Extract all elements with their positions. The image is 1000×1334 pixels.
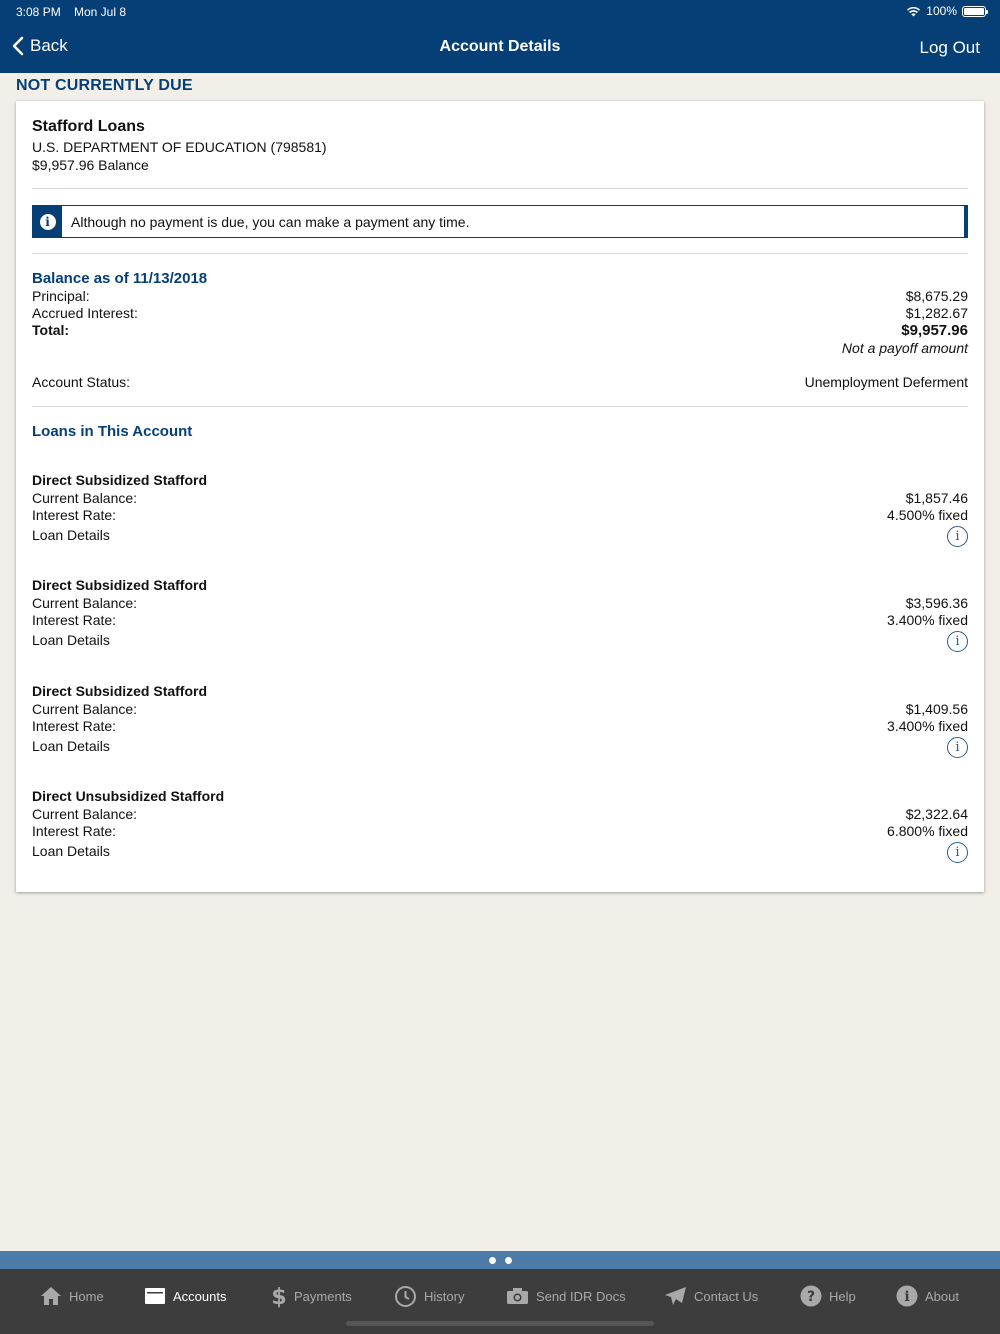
account-status-value: Unemployment Deferment xyxy=(804,374,968,390)
account-status-row xyxy=(32,374,968,390)
loan-name: Direct Subsidized Stafford xyxy=(32,577,208,593)
dollar-icon xyxy=(271,1284,287,1308)
interest-rate-value: 3.400% fixed xyxy=(887,612,968,628)
svg-text:$: $ xyxy=(271,1285,287,1308)
tab-label: Contact Us xyxy=(694,1288,759,1304)
status-time: 3:08 PM xyxy=(16,5,61,19)
account-status-label: Account Status: xyxy=(32,374,131,390)
logout-button[interactable]: Log Out xyxy=(919,38,980,57)
tab-label: Help xyxy=(829,1288,856,1304)
tab-send-idr-docs[interactable] xyxy=(506,1283,626,1309)
loan-item xyxy=(32,683,968,773)
current-balance-label: Current Balance: xyxy=(32,595,138,611)
loan-details-info-icon[interactable]: i xyxy=(947,631,968,652)
loan-item xyxy=(32,472,968,562)
info-icon: i xyxy=(40,214,56,230)
battery-percent: 100% xyxy=(926,4,957,18)
home-icon xyxy=(40,1286,62,1306)
loan-item xyxy=(32,577,968,667)
total-row xyxy=(32,322,968,339)
interest-rate-value: 6.800% fixed xyxy=(887,823,968,839)
current-balance-label: Current Balance: xyxy=(32,490,138,506)
loan-details-info-icon[interactable]: i xyxy=(947,842,968,863)
loan-name: Direct Subsidized Stafford xyxy=(32,472,208,488)
divider xyxy=(32,253,968,254)
loan-details-info-icon[interactable]: i xyxy=(947,737,968,758)
camera-icon xyxy=(506,1287,529,1305)
interest-label: Accrued Interest: xyxy=(32,305,138,321)
page-indicator[interactable] xyxy=(0,1251,1000,1269)
current-balance-value: $3,596.36 xyxy=(905,595,968,611)
current-balance-label: Current Balance: xyxy=(32,701,138,717)
loan-details-label: Loan Details xyxy=(32,527,110,543)
page-dot[interactable] xyxy=(505,1257,512,1264)
question-icon xyxy=(800,1285,822,1307)
tab-contact-us[interactable] xyxy=(664,1283,758,1309)
page-dot[interactable] xyxy=(489,1257,496,1264)
tab-payments[interactable] xyxy=(271,1283,352,1309)
loans-heading: Loans in This Account xyxy=(32,423,193,440)
tab-history[interactable] xyxy=(394,1283,464,1309)
servicer-name: U.S. DEPARTMENT OF EDUCATION (798581) xyxy=(32,139,327,155)
tab-help[interactable] xyxy=(800,1283,856,1309)
history-icon xyxy=(394,1285,417,1308)
loan-details-label: Loan Details xyxy=(32,738,110,754)
divider xyxy=(32,188,968,189)
battery-icon xyxy=(962,6,986,17)
home-indicator[interactable] xyxy=(346,1321,654,1326)
loan-item xyxy=(32,788,968,878)
total-value: $9,957.96 xyxy=(901,322,968,339)
interest-rate-label: Interest Rate: xyxy=(32,823,117,839)
current-balance-value: $1,409.56 xyxy=(905,701,968,717)
divider xyxy=(32,406,968,407)
loan-details-label: Loan Details xyxy=(32,843,110,859)
current-balance-value: $2,322.64 xyxy=(905,806,968,822)
account-name: Stafford Loans xyxy=(32,118,145,135)
current-balance-label: Current Balance: xyxy=(32,806,138,822)
tab-label: Send IDR Docs xyxy=(536,1288,626,1304)
svg-text:i: i xyxy=(904,1289,910,1305)
interest-rate-value: 4.500% fixed xyxy=(887,507,968,523)
page-title: Account Details xyxy=(439,38,561,55)
loan-name: Direct Unsubsidized Stafford xyxy=(32,788,225,804)
tab-label: History xyxy=(424,1288,465,1304)
tab-label: Payments xyxy=(294,1288,352,1304)
paper-plane-icon xyxy=(664,1286,687,1306)
balance-heading: Balance as of 11/13/2018 xyxy=(32,270,208,287)
principal-label: Principal: xyxy=(32,288,90,304)
payment-notice xyxy=(32,205,968,238)
interest-row xyxy=(32,305,968,321)
tab-label: Accounts xyxy=(173,1288,227,1304)
interest-rate-label: Interest Rate: xyxy=(32,612,117,628)
tab-label: Home xyxy=(69,1288,104,1304)
principal-row xyxy=(32,288,968,304)
back-label: Back xyxy=(30,36,68,55)
svg-text:?: ? xyxy=(806,1289,816,1305)
tab-about[interactable] xyxy=(896,1283,959,1309)
folder-icon xyxy=(144,1287,166,1305)
total-label: Total: xyxy=(32,322,70,338)
interest-rate-label: Interest Rate: xyxy=(32,718,117,734)
current-balance-value: $1,857.46 xyxy=(905,490,968,506)
info-icon xyxy=(896,1285,918,1307)
status-date: Mon Jul 8 xyxy=(74,5,127,19)
payoff-note xyxy=(32,340,968,356)
notice-text: Although no payment is due, you can make a payment any time. xyxy=(71,213,470,230)
status-indicators xyxy=(906,4,986,18)
wifi-icon xyxy=(906,6,921,17)
header-bar xyxy=(0,0,1000,73)
loan-details-label: Loan Details xyxy=(32,632,110,648)
interest-rate-value: 3.400% fixed xyxy=(887,718,968,734)
interest-rate-label: Interest Rate: xyxy=(32,507,117,523)
section-label: NOT CURRENTLY DUE xyxy=(16,77,193,94)
account-card xyxy=(16,101,984,892)
loan-details-info-icon[interactable]: i xyxy=(947,526,968,547)
principal-value: $8,675.29 xyxy=(905,288,968,304)
tab-accounts[interactable] xyxy=(144,1283,226,1309)
payoff-note-text: Not a payoff amount xyxy=(841,340,968,356)
account-balance: $9,957.96 Balance xyxy=(32,157,149,173)
tab-home[interactable] xyxy=(40,1283,104,1309)
interest-value: $1,282.67 xyxy=(905,305,968,321)
tab-label: About xyxy=(925,1288,959,1304)
loan-name: Direct Subsidized Stafford xyxy=(32,683,208,699)
